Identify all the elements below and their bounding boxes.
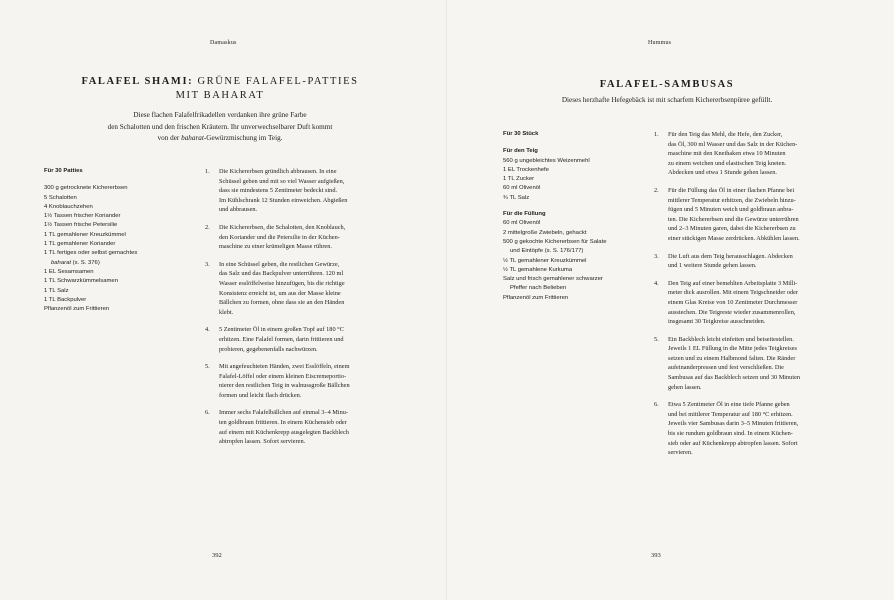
ingredient-item: und Eintöpfe (s. S. 176/177) [510,248,584,255]
method-steps-right [654,130,854,466]
step-text-line: ten goldbraun frittieren. In einem Küchensieb oder [219,419,347,427]
method-step [654,186,854,244]
step-text-line: probieren, gegebenenfalls nachwürzen. [219,345,318,353]
page-number-right: 393 [651,552,661,559]
step-text-line: ten. Die Kichererbsen und die Gewürze unterrühren [668,215,799,223]
step-text-line: abtropfen lassen. Sofort servieren. [219,438,306,446]
ingredient-item: 500 g gekochte Kichererbsen für Salate [503,238,607,245]
step-text-line: das Salz und das Backpulver unterrühren. 120 ml [219,270,344,278]
method-step [654,335,854,393]
ingredient-item: 1 TL gemahlener Kreuzkümmel [44,231,126,238]
ingredient-list [44,184,184,314]
step-text-line: maschine mit den Knethaken etwa 10 Minuten [668,150,786,158]
italic-term: baharat [181,134,204,142]
step-text-line: bis sie rundum goldbraun sind. In einem Küchen- [668,430,793,438]
step-number: 2. [654,186,659,194]
step-text-line: Die Kichererbsen, die Schalotten, den Knoblauch, [219,223,346,231]
title-line-1 [60,75,380,89]
ingredient-item: 560 g ungebleichtes Weizenmehl [503,157,590,164]
ingredient-item: 1 TL fertiges oder selbst gemachtes [44,250,138,257]
ingredients-left [44,167,184,314]
step-number: 6. [205,409,210,417]
method-step [654,130,854,178]
step-text-line: Die Kichererbsen gründlich abbrausen. In eine [219,168,337,175]
filling-ingredient-list [503,219,653,303]
page-number-left: 392 [212,552,222,559]
method-steps-left [205,167,405,455]
title-rest: GRÜNE FALAFEL-PATTIES [193,76,359,87]
step-text-line: aufeinanderpressen und fest verschließen. Die [668,364,784,372]
step-text-line: und 2–3 Minuten garen, dabei die Kichererbsen zu [668,225,796,233]
step-text-line: Etwa 5 Zentimeter Öl in eine tiefe Pfanne geben [668,401,790,409]
step-text-line: Konsistenz erreicht ist, um aus der Masse kleine [219,289,341,297]
title-bold: FALAFEL SHAMI: [81,76,194,87]
title-bold: FALAFEL-SAMBUSAS [599,79,735,90]
step-text-line: und 1 weitere Stunde gehen lassen. [668,262,757,270]
step-text-line: Abdecken und etwa 1 Stunde gehen lassen. [668,169,777,177]
step-text-line: Die Luft aus dem Teig herausschlagen. Abdecken [668,252,793,260]
step-text-line: Immer sechs Falafelbällchen auf einmal 3–4 Minu- [219,409,349,417]
ingredient-item: Salz und frisch gemahlener schwarzer [503,276,603,283]
step-text-line: einer stückigen Masse zerdrücken. Abkühlen lassen. [668,234,800,242]
ingredient-item: 60 ml Olivenöl [503,185,541,192]
step-text-line: nierer den restlichen Teig in walnussgroße Bällchen [219,382,350,390]
dough-ingredient-list [503,157,653,203]
ingredient-item: 4 Knoblauchzehen [44,203,93,210]
step-text-line: Für den Teig das Mehl, die Hefe, den Zucker, [668,131,783,138]
step-text-line: mittlerer Temperatur erhitzen, die Zwiebeln hinzu- [668,196,796,204]
step-text-line: Wasser esslöffelweise hinzufügen, bis die richtige [219,279,345,287]
step-text-line: Für die Füllung das Öl in einer flachen Pfanne bei [668,186,795,194]
step-number: 3. [654,252,659,260]
step-number: 4. [205,326,210,334]
running-header-left: Damaskus [210,40,237,46]
step-text-line: sieb oder auf Küchenkrepp abtropfen lassen. Sofort [668,439,798,447]
ingredient-item: 5 Schalotten [44,194,77,201]
step-text-line: das Öl, 300 ml Wasser und das Salz in der Küchen- [668,140,798,148]
step-number: 1. [654,131,659,138]
step-text-line: insgesamt 30 Teigkreise ausschneiden. [668,318,766,326]
method-step [654,400,854,458]
ingredient-item: 1 TL Zucker [503,176,535,183]
step-text-line: und abbrausen. [219,206,258,214]
ingredient-item: 1 TL gemahlener Koriander [44,241,116,248]
step-text-line: ausstechen. Die Teigreste wieder zusammenrollen, [668,308,796,316]
dough-header: Für den Teig [503,148,538,155]
step-text-line: meter dick ausrollen. Mit einem Teigschneider oder [668,289,799,297]
intro-line: Diese flachen Falafelfrikadellen verdanken ihre grüne Farbe [133,111,307,119]
step-text-line: 5 Zentimeter Öl in einem großen Topf auf 180 °C [219,326,344,334]
intro-line: den Schalotten und den frischen Kräutern. Ihr unverwechselbarer Duft kommt [107,122,333,131]
step-text-line: zu einem weichen und elastischen Teig kneten. [668,159,787,167]
ingredient-item: 300 g getrocknete Kichererbsen [44,185,128,192]
method-step [205,325,405,354]
step-text-line: Sambusas auf das Backblech setzen und 30 Minuten [668,374,801,382]
ingredients-right [503,130,653,303]
step-text-line: In eine Schüssel geben, die restlichen Gewürze, [219,260,340,268]
filling-header: Für die Füllung [503,211,546,218]
ingredient-item: baharat (s. S. 376) [51,259,100,266]
intro-line: von der baharat-Gewürzmischung im Teig. [157,134,283,142]
step-text-line: erhitzen. Eine Falafel formen, darin frittieren und [219,335,344,343]
method-step [205,362,405,400]
recipe-intro-right: Dieses herzhafte Hefegebäck ist mit scharfem Kichererbsenpüree gefüllt. [561,96,773,104]
ingredient-item: 1 TL Salz [44,287,69,294]
step-text-line: Jeweils vier Sambusas darin 3–5 Minuten frittieren, [668,420,799,428]
step-number: 3. [205,260,210,268]
right-page [447,0,894,600]
step-number: 5. [205,363,210,371]
recipe-title-right [507,78,827,92]
step-text-line: gehen lassen. [668,383,702,391]
ingredient-item: ½ TL gemahlener Kreuzkümmel [503,257,587,264]
step-number: 4. [654,279,659,287]
step-text-line: Schüssel geben und mit so viel Wasser aufgießen, [219,177,345,185]
step-text-line: Den Teig auf einer bemehlten Arbeitsplatte 3 Milli- [668,279,798,287]
step-text-line: einem Glas Kreise von 10 Zentimeter Durchmesser [668,298,798,306]
method-step [654,279,854,327]
step-number: 1. [205,168,210,175]
step-text-line: maschine zu einer krümeligen Masse rühren. [219,243,332,251]
title-line-2: MIT BAHARAT [175,90,265,101]
recipe-title-left [60,75,380,103]
step-text-line: servieren. [668,449,693,457]
ingredient-item: ¾ TL Salz [503,194,530,201]
step-text-line: Mit angefeuchteten Händen, zwei Esslöffeln, einem [219,363,350,371]
method-step [205,260,405,318]
ingredient-item: 1½ Tassen frischer Koriander [44,213,121,220]
ingredient-item: Pflanzenöl zum Frittieren [44,306,110,313]
step-text-line: Falafel-Löffel oder einem kleinen Eiscremeportio- [219,372,347,380]
italic-term: baharat [51,259,71,266]
step-text-line: Im Kühlschrank 12 Stunden einweichen. Abgießen [219,196,348,204]
step-text-line: dass sie mindestens 5 Zentimeter bedeckt sind. [219,187,338,195]
ingredient-item: 2 mittelgroße Zwiebeln, gehackt [503,229,587,236]
ingredient-item: 60 ml Olivenöl [503,220,541,227]
ingredient-item: ½ TL gemahlene Kurkuma [503,266,573,273]
step-number: 2. [205,223,210,231]
method-step [205,167,405,215]
step-text-line: Ein Backblech leicht einfetten und beiseitestellen. [668,335,794,343]
running-header-right: Hummus [648,40,672,46]
ingredient-item: 1 EL Sesamsamen [44,268,94,275]
ingredients-yield: Für 30 Patties [44,168,83,174]
step-text-line: Jeweils 1 EL Füllung in die Mitte jedes Teigkreises [668,345,797,353]
ingredients-yield: Für 30 Stück [503,131,539,137]
ingredient-item: 1 TL Schwarzkümmelsamen [44,278,118,285]
method-step [205,408,405,446]
method-step [205,223,405,252]
step-text-line: setzen und zu einem Halbmond falten. Die Ränder [668,354,796,362]
recipe-intro-left [40,110,400,145]
step-number: 5. [654,335,659,343]
step-text-line: und bei mittlerer Temperatur auf 180 °C erhitzen. [668,410,793,418]
ingredient-item: 1½ Tassen frische Petersilie [44,222,118,229]
ingredient-item: 1 TL Backpulver [44,296,87,303]
step-text-line: den Koriander und die Petersilie in der Küchen- [219,233,340,241]
ingredient-item: Pflanzenöl zum Frittieren [503,294,569,301]
step-text-line: fügen und 5 Minuten weich und goldbraun anbra- [668,206,794,214]
step-text-line: auf einem mit Küchenkrepp ausgelegten Backblech [219,428,349,436]
step-text-line: Bällchen zu formen, ohne dass sie an den Händen [219,299,345,307]
step-text-line: klebt. [219,308,234,316]
method-step [654,252,854,271]
step-text-line: formen und leicht flach drücken. [219,391,302,399]
step-number: 6. [654,401,659,409]
ingredient-item: 1 EL Trockenhefe [503,166,549,173]
ingredient-item: Pfeffer nach Belieben [510,285,567,292]
